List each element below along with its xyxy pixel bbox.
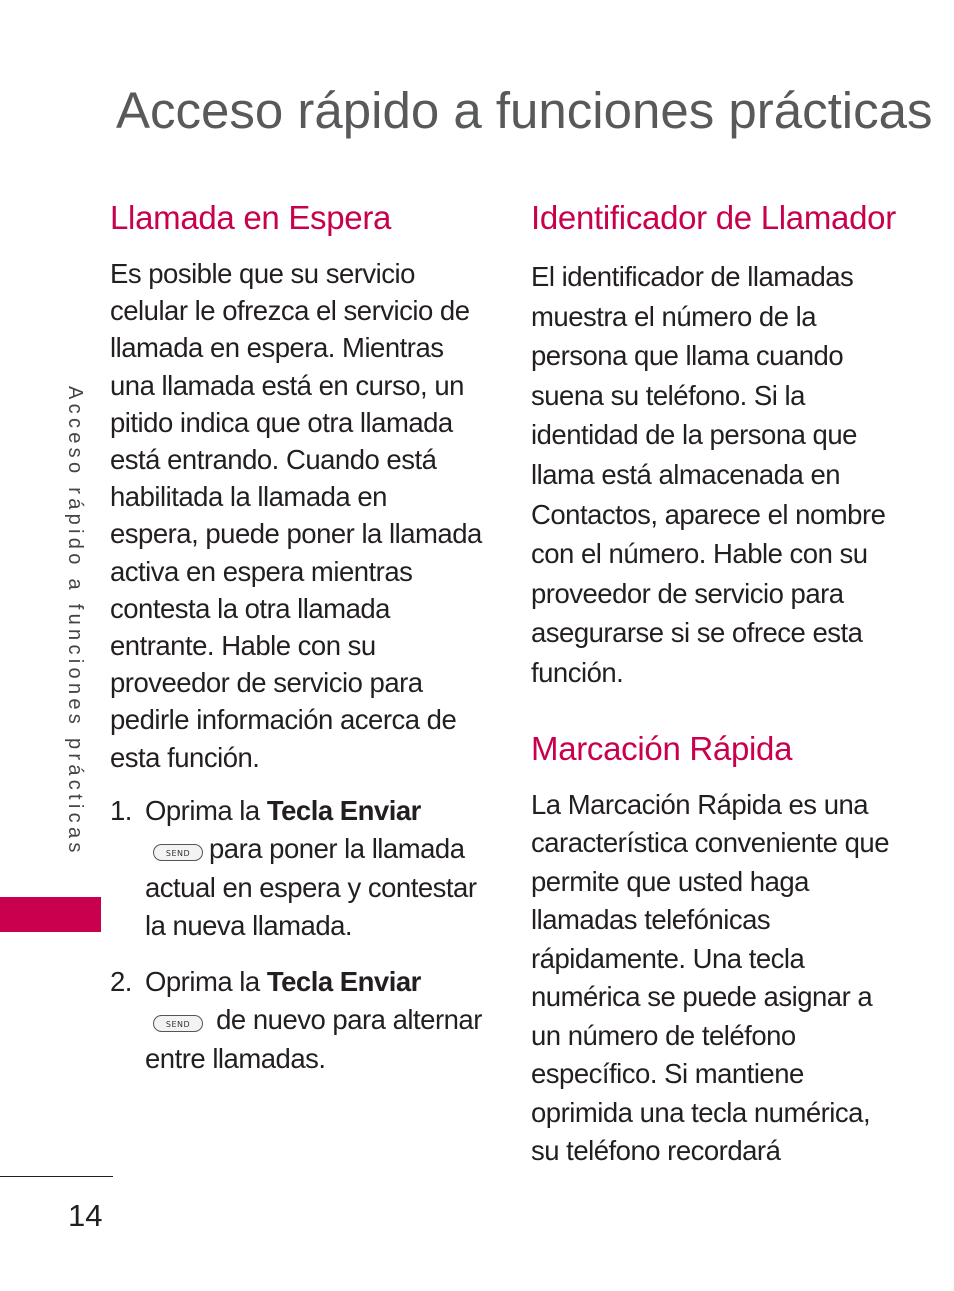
step-text: para poner la llamada actual en espera y contestar la nueva llamada. — [145, 833, 477, 942]
step-number: 2. — [110, 965, 132, 997]
right-column — [531, 198, 901, 1171]
step-text: Oprima la — [145, 965, 260, 997]
call-waiting-text: Es posible que su servicio celular le ofrezca el servicio de llamada en espera. Mientras una llamada está en curso, un pitido indica que otra llamada está entrando. Cuando está habilitada la llamada en espera, puede poner la llamada activa en espera mientras contesta la otra llamada entrante. Hable con su proveedor de servicio para pedirle información acerca de esta función. — [110, 258, 482, 773]
step-1 — [110, 792, 482, 946]
key-name: Tecla Enviar — [266, 794, 421, 826]
heading-caller-id: Identificador de Llamador — [531, 199, 896, 236]
speed-dial-text: La Marcación Rápida es una característica conveniente que permite que usted haga llamadas telefónicas rápidamente. Una tecla numérica se puede asignar a un número de teléfono específico. Si mantiene oprimida una tecla numérica, su teléfono recordará — [531, 788, 889, 1167]
step-text: Oprima la — [145, 794, 260, 826]
heading-call-waiting: Llamada en Espera — [110, 199, 392, 236]
left-column — [110, 198, 482, 1078]
footer-rule — [0, 1176, 113, 1177]
call-waiting-steps — [110, 792, 482, 1079]
side-tab-label: Acceso rápido a funciones prácticas — [64, 386, 86, 857]
key-name: Tecla Enviar — [266, 965, 421, 997]
side-tab-marker — [0, 897, 101, 932]
page-number: 14 — [68, 1198, 103, 1233]
heading-speed-dial: Marcación Rápida — [531, 729, 793, 767]
step-text: de nuevo para alternar entre llamadas. — [145, 1004, 482, 1074]
step-number: 1. — [110, 794, 132, 826]
send-key-icon: SEND — [153, 844, 203, 861]
send-key-icon: SEND — [153, 1015, 203, 1032]
caller-id-text: El identificador de llamadas muestra el número de la persona que llama cuando suena su teléfono. Si la identidad de la persona que llama está almacenada en Contactos, aparece el nombre con el número. Hable con su proveedor de servicio para asegurarse si se ofrece esta función. — [531, 261, 886, 688]
page-title: Acceso rápido a funciones prácticas — [116, 82, 933, 139]
step-2 — [110, 963, 482, 1079]
